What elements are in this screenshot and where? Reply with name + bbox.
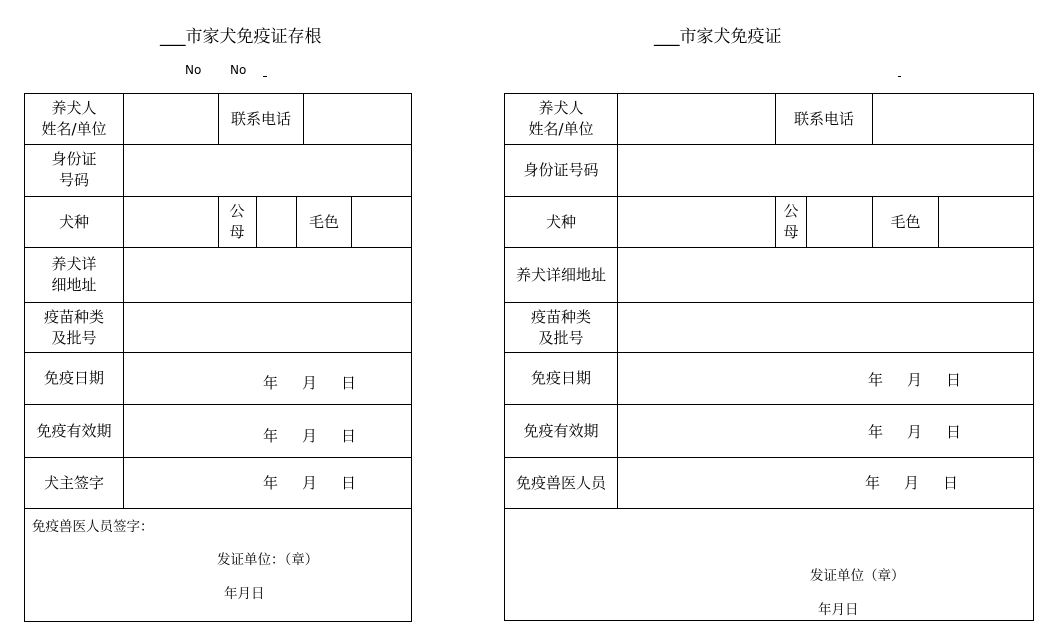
stub-sign-month: 月 (302, 474, 318, 492)
stub-sign-day: 日 (341, 474, 357, 492)
stub-owner-label-line-2: 姓名/单位 (41, 120, 107, 138)
cert-id-label: 身份证号码 (523, 160, 599, 179)
cert-vaccine-label-line-1: 疫苗种类 (530, 307, 591, 326)
stub-breed-field[interactable] (123, 196, 219, 248)
cert-date-field[interactable] (868, 369, 961, 390)
stub-vet-sign-label: 免疫兽医人员签字： (32, 519, 154, 535)
cert-date-month: 月 (907, 371, 923, 389)
stub-id-field[interactable] (123, 144, 411, 196)
stub-valid-year: 年 (263, 427, 279, 445)
cert-vet-day: 日 (943, 474, 959, 492)
cert-sex-field[interactable] (806, 196, 873, 248)
stub-sex-field[interactable] (256, 196, 296, 248)
cert-date-label: 免疫日期 (530, 369, 591, 387)
cert-vaccine-label-line-2: 及批号 (538, 328, 584, 347)
cert-sex-male: 公 (783, 202, 799, 220)
stub-title: ___市家犬免疫证存根 (160, 27, 322, 47)
stub-vaccine-label (24, 302, 124, 353)
stub-address-field[interactable] (123, 247, 411, 303)
stub-date-day: 日 (341, 374, 357, 392)
cert-phone-field[interactable] (872, 93, 1033, 145)
cert-valid-day: 日 (946, 423, 962, 441)
cert-issuer-date: 年月日 (818, 602, 859, 618)
cert-breed-label: 犬种 (545, 212, 576, 231)
stub-issuer-date: 年月日 (224, 586, 265, 602)
stub-vaccine-label-line-1: 疫苗种类 (43, 307, 104, 326)
stub-date-label: 免疫日期 (43, 369, 104, 387)
stub-no-label-1: No (185, 63, 202, 77)
cert-vet-label: 免疫兽医人员 (515, 473, 606, 492)
stub-sex-female: 母 (229, 223, 245, 241)
stub-id-label-line-2: 号码 (58, 171, 89, 189)
cert-vet-month: 月 (904, 474, 920, 492)
cert-id-field[interactable] (617, 144, 1033, 196)
cert-border-right (1033, 93, 1034, 621)
cert-border-bottom (504, 620, 1034, 621)
cert-vet-field[interactable] (865, 472, 958, 493)
cert-address-label: 养犬详细地址 (515, 265, 606, 284)
cert-valid-year: 年 (868, 423, 884, 441)
stub-no-label-2: No (230, 63, 247, 77)
stub-border-bottom (24, 621, 412, 622)
stub-id-label-line-1: 身份证 (51, 150, 97, 168)
stub-date-field[interactable] (263, 372, 356, 393)
cert-owner-label-line-2: 姓名/单位 (528, 120, 594, 138)
cert-sex-label (775, 196, 807, 248)
cert-color-field[interactable] (938, 196, 1033, 248)
stub-date-year: 年 (263, 374, 279, 392)
stub-id-label (24, 144, 124, 196)
stub-owner-sign-field[interactable] (263, 472, 356, 493)
cert-vaccine-label (504, 302, 618, 353)
stub-valid-month: 月 (302, 427, 318, 445)
stub-owner-label-line-1: 养犬人 (51, 99, 97, 117)
stub-issuer-label: 发证单位：（章） (217, 552, 319, 568)
stub-address-label-line-1: 养犬详 (51, 255, 97, 273)
stub-color-label: 毛色 (308, 212, 339, 231)
cert-valid-field[interactable] (868, 421, 961, 442)
stub-valid-label: 免疫有效期 (36, 421, 112, 440)
cert-address-field[interactable] (617, 247, 1033, 303)
stub-sex-label (218, 196, 256, 248)
stub-no-underline (263, 76, 267, 77)
cert-issuer-label: 发证单位（章） (810, 568, 905, 584)
stub-sign-year: 年 (263, 474, 279, 492)
cert-title: ___市家犬免疫证 (654, 27, 782, 47)
cert-date-day: 日 (946, 371, 962, 389)
cert-phone-label: 联系电话 (793, 109, 854, 128)
cert-vaccine-field[interactable] (617, 302, 1033, 353)
stub-sex-male: 公 (229, 202, 245, 220)
cert-sex-female: 母 (783, 223, 799, 241)
stub-vaccine-label-line-2: 及批号 (51, 328, 97, 347)
stub-address-label (24, 247, 124, 303)
cert-valid-month: 月 (907, 423, 923, 441)
cert-valid-label: 免疫有效期 (523, 421, 599, 440)
stub-breed-label: 犬种 (58, 212, 89, 231)
cert-color-label: 毛色 (890, 212, 921, 231)
stub-vaccine-field[interactable] (123, 302, 411, 353)
stub-owner-label (24, 93, 124, 145)
stub-border-right (411, 93, 412, 622)
stub-color-field[interactable] (351, 196, 411, 248)
stub-owner-field[interactable] (123, 93, 219, 145)
stub-address-label-line-2: 细地址 (51, 276, 97, 294)
cert-owner-label-line-1: 养犬人 (538, 99, 584, 117)
stub-phone-label: 联系电话 (230, 109, 291, 128)
stub-valid-day: 日 (341, 427, 357, 445)
cert-vet-year: 年 (865, 474, 881, 492)
cert-no-underline (898, 76, 901, 77)
cert-date-year: 年 (868, 371, 884, 389)
stub-valid-field[interactable] (263, 425, 356, 446)
cert-breed-field[interactable] (617, 196, 776, 248)
stub-phone-field[interactable] (303, 93, 411, 145)
stub-owner-sign-label: 犬主签字 (43, 473, 104, 492)
stub-date-month: 月 (302, 374, 318, 392)
cert-owner-field[interactable] (617, 93, 776, 145)
cert-owner-label (504, 93, 618, 145)
